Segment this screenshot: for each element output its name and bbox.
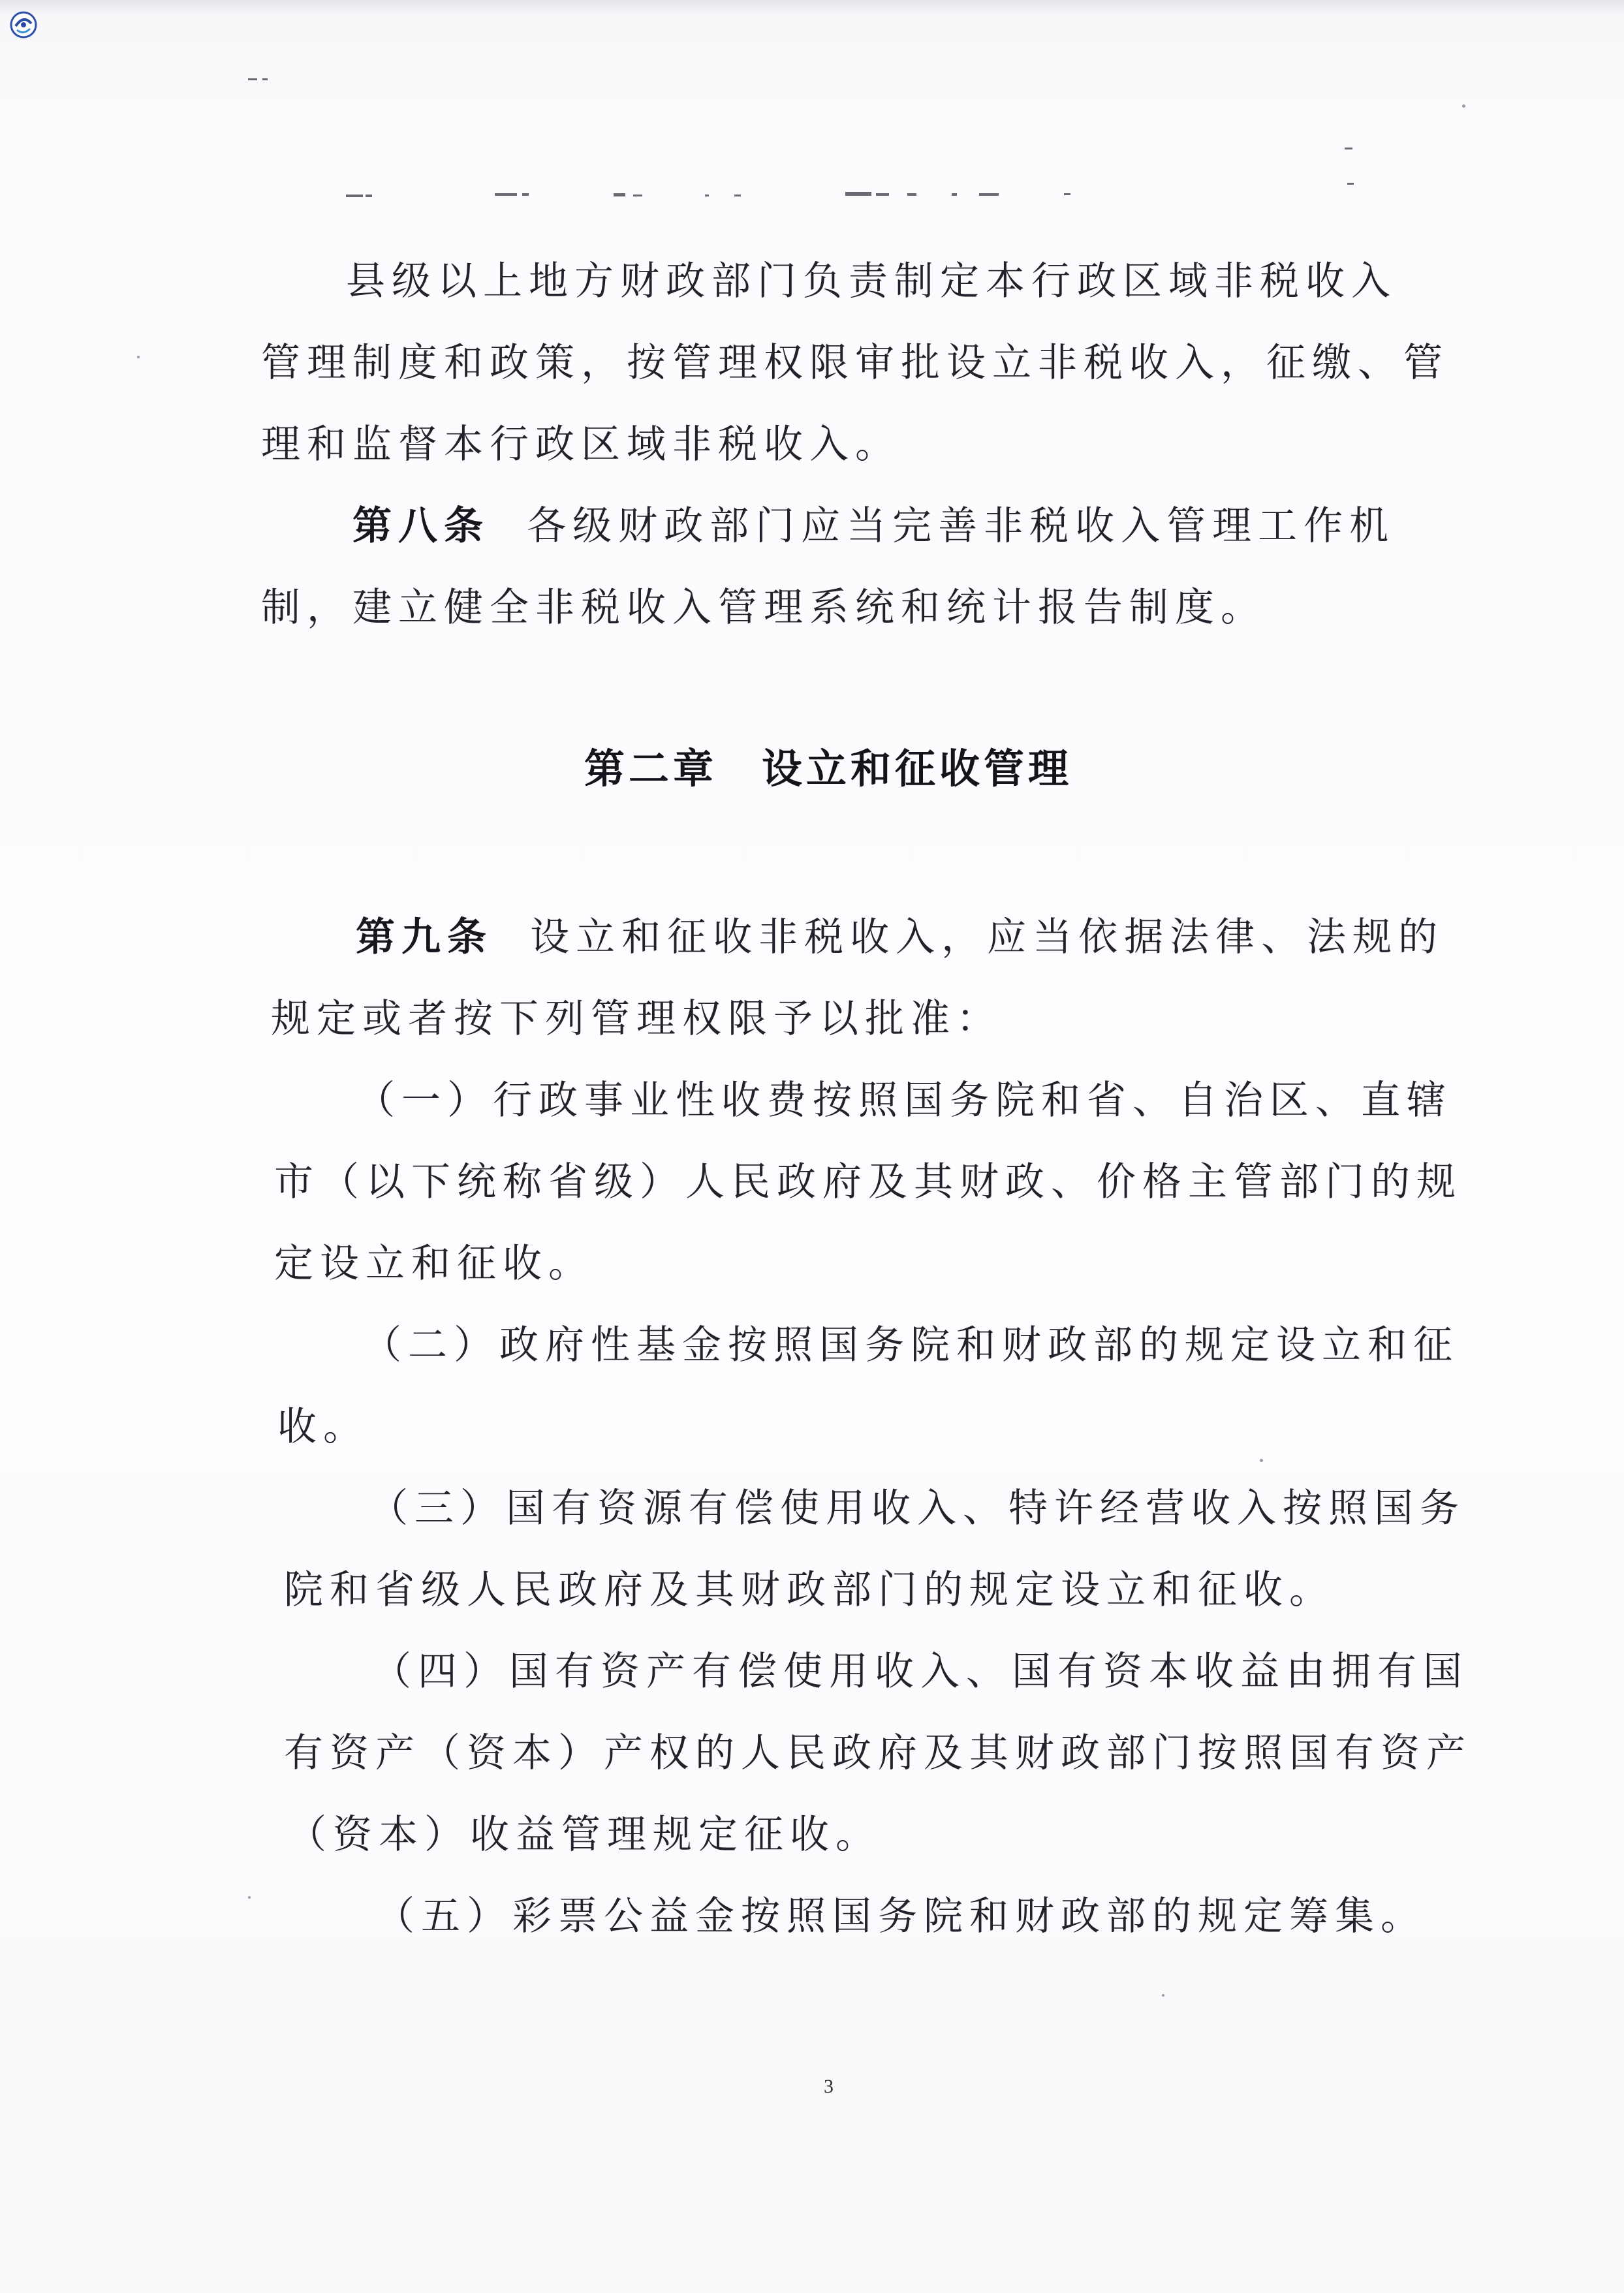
article-9-heading: 第九条 — [356, 914, 493, 960]
scan-speck — [137, 356, 140, 358]
item-2-line-2: 收。 — [277, 1404, 369, 1450]
article-8-heading: 第八条 — [352, 503, 490, 549]
item-1-line-1: （一）行政事业性收费按照国务院和省、自治区、直辖 — [356, 1078, 1452, 1123]
item-4-line-3: （资本）收益管理规定征收。 — [287, 1812, 881, 1858]
item-1-line-2: 市（以下统称省级）人民政府及其财政、价格主管部门的规 — [274, 1159, 1462, 1205]
scan-speck — [1260, 1459, 1263, 1462]
scan-header-marks — [248, 78, 1358, 209]
scan-speck — [1462, 104, 1465, 108]
article-8-line-1 — [352, 503, 1395, 550]
item-3-line-2: 院和省级人民政府及其财政部门的规定设立和征收。 — [284, 1567, 1335, 1613]
item-1-line-3: 定设立和征收。 — [274, 1241, 594, 1287]
scanner-logo-icon — [9, 10, 38, 39]
scan-speck — [1162, 1994, 1164, 1997]
chapter-title: 第二章 设立和征收管理 — [584, 745, 1073, 792]
item-4-line-2: 有资产（资本）产权的人民政府及其财政部门按照国有资产 — [284, 1730, 1472, 1776]
article-9-line-1 — [356, 914, 1444, 961]
item-2-line-1: （二）政府性基金按照国务院和财政部的规定设立和征 — [362, 1322, 1459, 1368]
item-4-line-1: （四）国有资产有偿使用收入、国有资本收益由拥有国 — [372, 1649, 1469, 1694]
article-9-text-1: 设立和征收非税收入，应当依据法律、法规的 — [530, 914, 1444, 960]
article-9-line-2: 规定或者按下列管理权限予以批准： — [271, 996, 1002, 1042]
article-8-line-2: 制，建立健全非税收入管理系统和统计报告制度。 — [261, 585, 1266, 631]
article-8-text-1: 各级财政部门应当完善非税收入管理工作机 — [527, 503, 1396, 549]
item-5-line-1: （五）彩票公益金按照国务院和财政部的规定筹集。 — [375, 1894, 1426, 1939]
paragraph-1-line-1: 县级以上地方财政部门负责制定本行政区域非税收入 — [346, 258, 1397, 304]
page-number: 3 — [824, 2076, 834, 2097]
item-3-line-1: （三）国有资源有偿使用收入、特许经营收入按照国务 — [369, 1486, 1465, 1531]
scan-speck — [248, 1896, 251, 1899]
paragraph-1-line-2: 管理制度和政策，按管理权限审批设立非税收入，征缴、管 — [261, 340, 1449, 386]
paragraph-1-line-3: 理和监督本行政区域非税收入。 — [261, 422, 901, 467]
scan-top-edge — [0, 0, 1624, 14]
